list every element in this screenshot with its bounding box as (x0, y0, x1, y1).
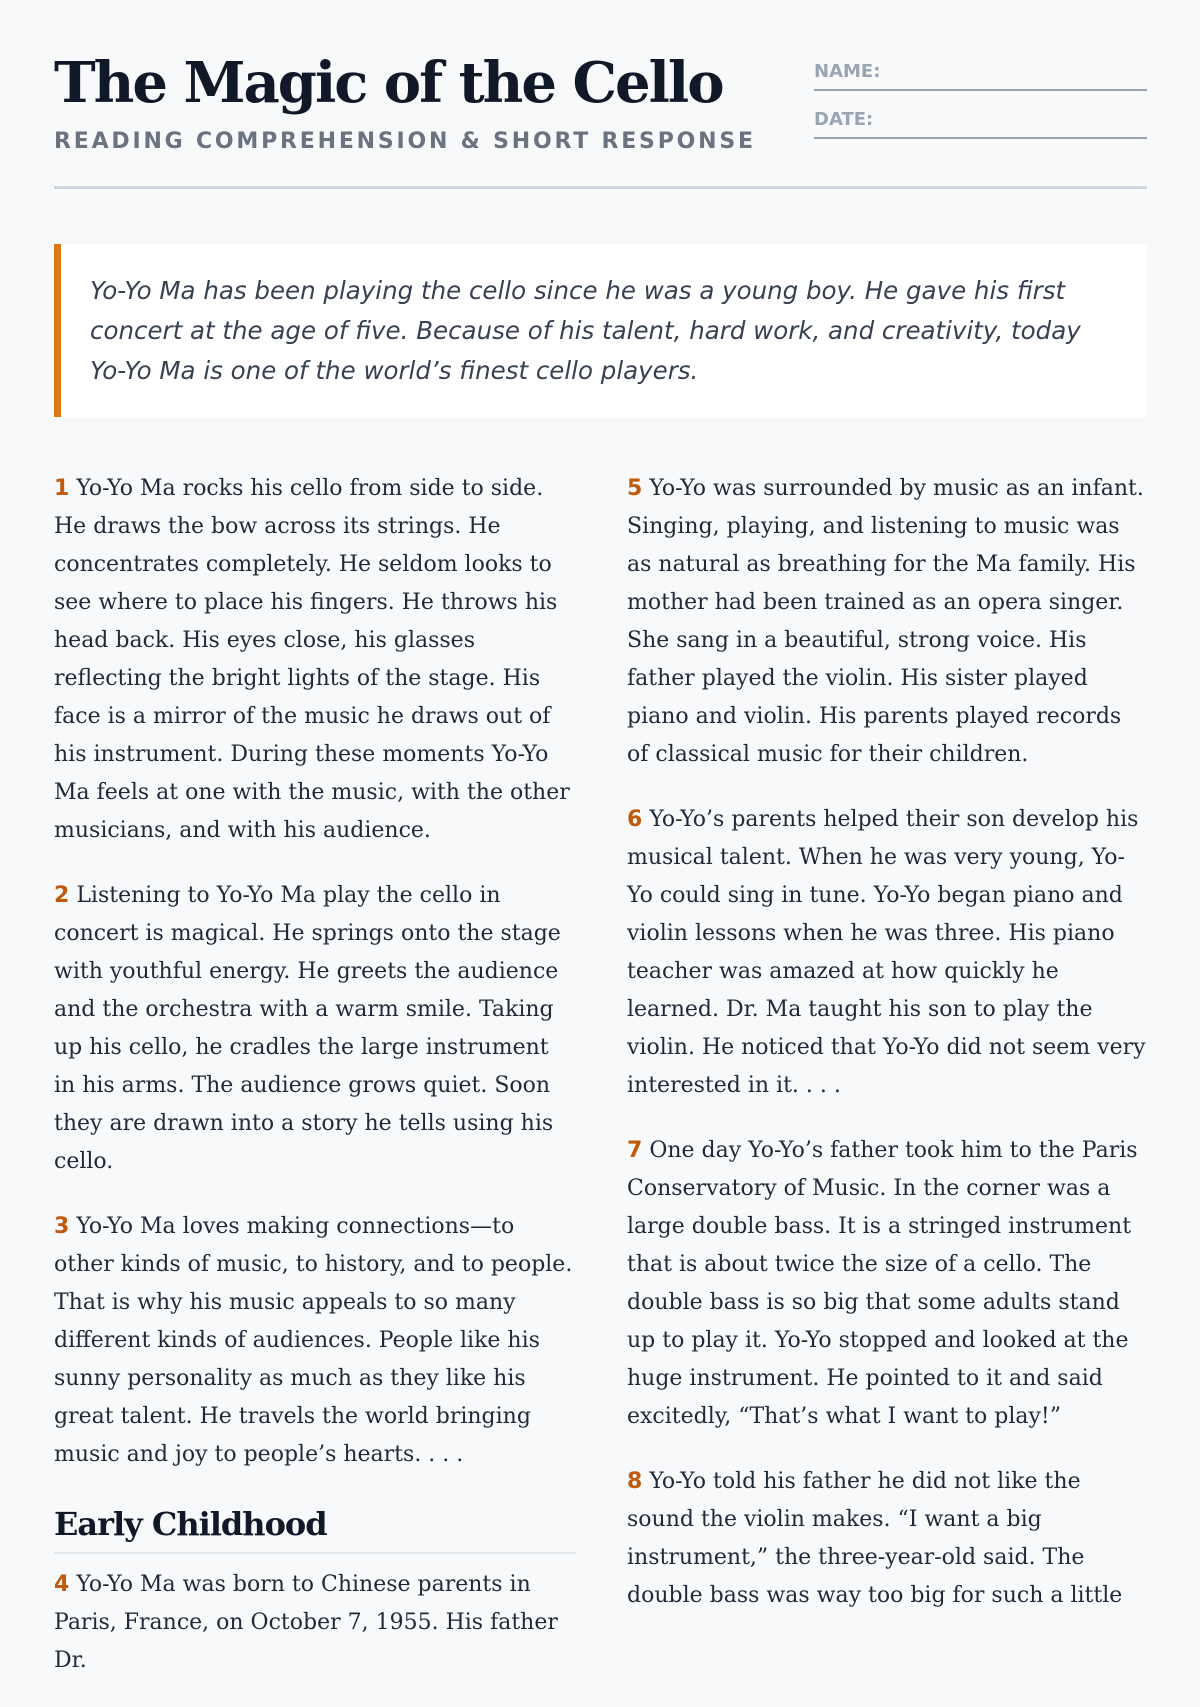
paragraph-7 (627, 1132, 1147, 1436)
page-subtitle: READING COMPREHENSION & SHORT RESPONSE (54, 129, 756, 154)
paragraph-number: 1 (54, 476, 70, 501)
paragraph-text: Yo-Yo’s parents helped their son develop his musical talent. When he was very young, Yo-Yo could sing in tune. Yo-Yo began piano and violin lessons when he was three. His piano teacher was amazed at how quickly he learned. Dr. Ma taught his son to play the violin. He noticed that Yo-Yo did not seem very interested in it. . . . (627, 807, 1146, 1098)
header-divider (54, 186, 1147, 189)
paragraph-text: Listening to Yo-Yo Ma play the cello in concert is magical. He springs onto the stage with youthful energy. He greets the audience and the orchestra with a warm smile. Taking up his cello, he cradles the large instrument in his arms. The audience grows quiet. Soon they are drawn into a story he tells using his cello. (54, 883, 561, 1174)
paragraph-text: Yo-Yo Ma rocks his cello from side to side. He draws the bow across its strings. He concentrates completely. He seldom looks to see where to place his fingers. He throws his head back. His eyes close, his glasses reflecting the bright lights of the stage. His face is a mirror of the music he draws out of his instrument. During these moments Yo-Yo Ma feels at one with the music, with the other musicians, and with his audience. (54, 476, 570, 843)
section-heading: Early Childhood (54, 1501, 576, 1554)
paragraph-number: 3 (54, 1214, 70, 1239)
paragraph-3 (54, 1208, 576, 1474)
paragraph-2 (54, 877, 576, 1181)
paragraph-text: Yo-Yo Ma was born to Chinese parents in Paris, France, on October 7, 1955. His father Dr. (54, 1572, 558, 1673)
intro-callout: Yo-Yo Ma has been playing the cello since he was a young boy. He gave his first concert at the age of five. Because of his talent, hard work, and creativity, today Yo-Yo Ma is one of the world’s finest cello players. (54, 244, 1147, 417)
date-field[interactable] (814, 101, 1147, 139)
paragraph-number: 5 (627, 476, 643, 501)
date-label: DATE: (814, 109, 874, 130)
left-column (54, 470, 576, 1707)
paragraph-1 (54, 470, 576, 850)
paragraph-number: 8 (627, 1469, 643, 1494)
paragraph-text: Yo-Yo Ma loves making connections—to other kinds of music, to history, and to people. That is why his music appeals to so many different kinds of audiences. People like his sunny personality as much as they like his great talent. He travels the world bringing music and joy to people’s hearts. . . . (54, 1214, 573, 1467)
paragraph-text: One day Yo-Yo’s father took him to the Paris Conservatory of Music. In the corner was a large double bass. It is a stringed instrument that is about twice the size of a cello. The double bass is so big that some adults stand up to play it. Yo-Yo stopped and looked at the huge instrument. He pointed to it and said excitedly, “That’s what I want to play!” (627, 1138, 1138, 1429)
right-column (627, 470, 1147, 1642)
name-label: NAME: (814, 61, 881, 82)
paragraph-6 (627, 801, 1147, 1105)
paragraph-8 (627, 1463, 1147, 1615)
page-title: The Magic of the Cello (54, 50, 723, 116)
paragraph-number: 4 (54, 1572, 70, 1597)
paragraph-4 (54, 1566, 576, 1680)
worksheet-page (54, 0, 1147, 1673)
paragraph-5 (627, 470, 1147, 774)
paragraph-number: 7 (627, 1138, 643, 1163)
paragraph-number: 2 (54, 883, 70, 908)
name-field[interactable] (814, 53, 1147, 91)
paragraph-text: Yo-Yo was surrounded by music as an infant. Singing, playing, and listening to music was as natural as breathing for the Ma family. His mother had been trained as an opera singer. She sang in a beautiful, strong voice. His father played the violin. His sister played piano and violin. His parents played records of classical music for their children. (627, 476, 1144, 767)
paragraph-text: Yo-Yo told his father he did not like the sound the violin makes. “I want a big instrument,” the three-year-old said. The double bass was way too big for such a little (627, 1469, 1123, 1608)
paragraph-number: 6 (627, 807, 643, 832)
